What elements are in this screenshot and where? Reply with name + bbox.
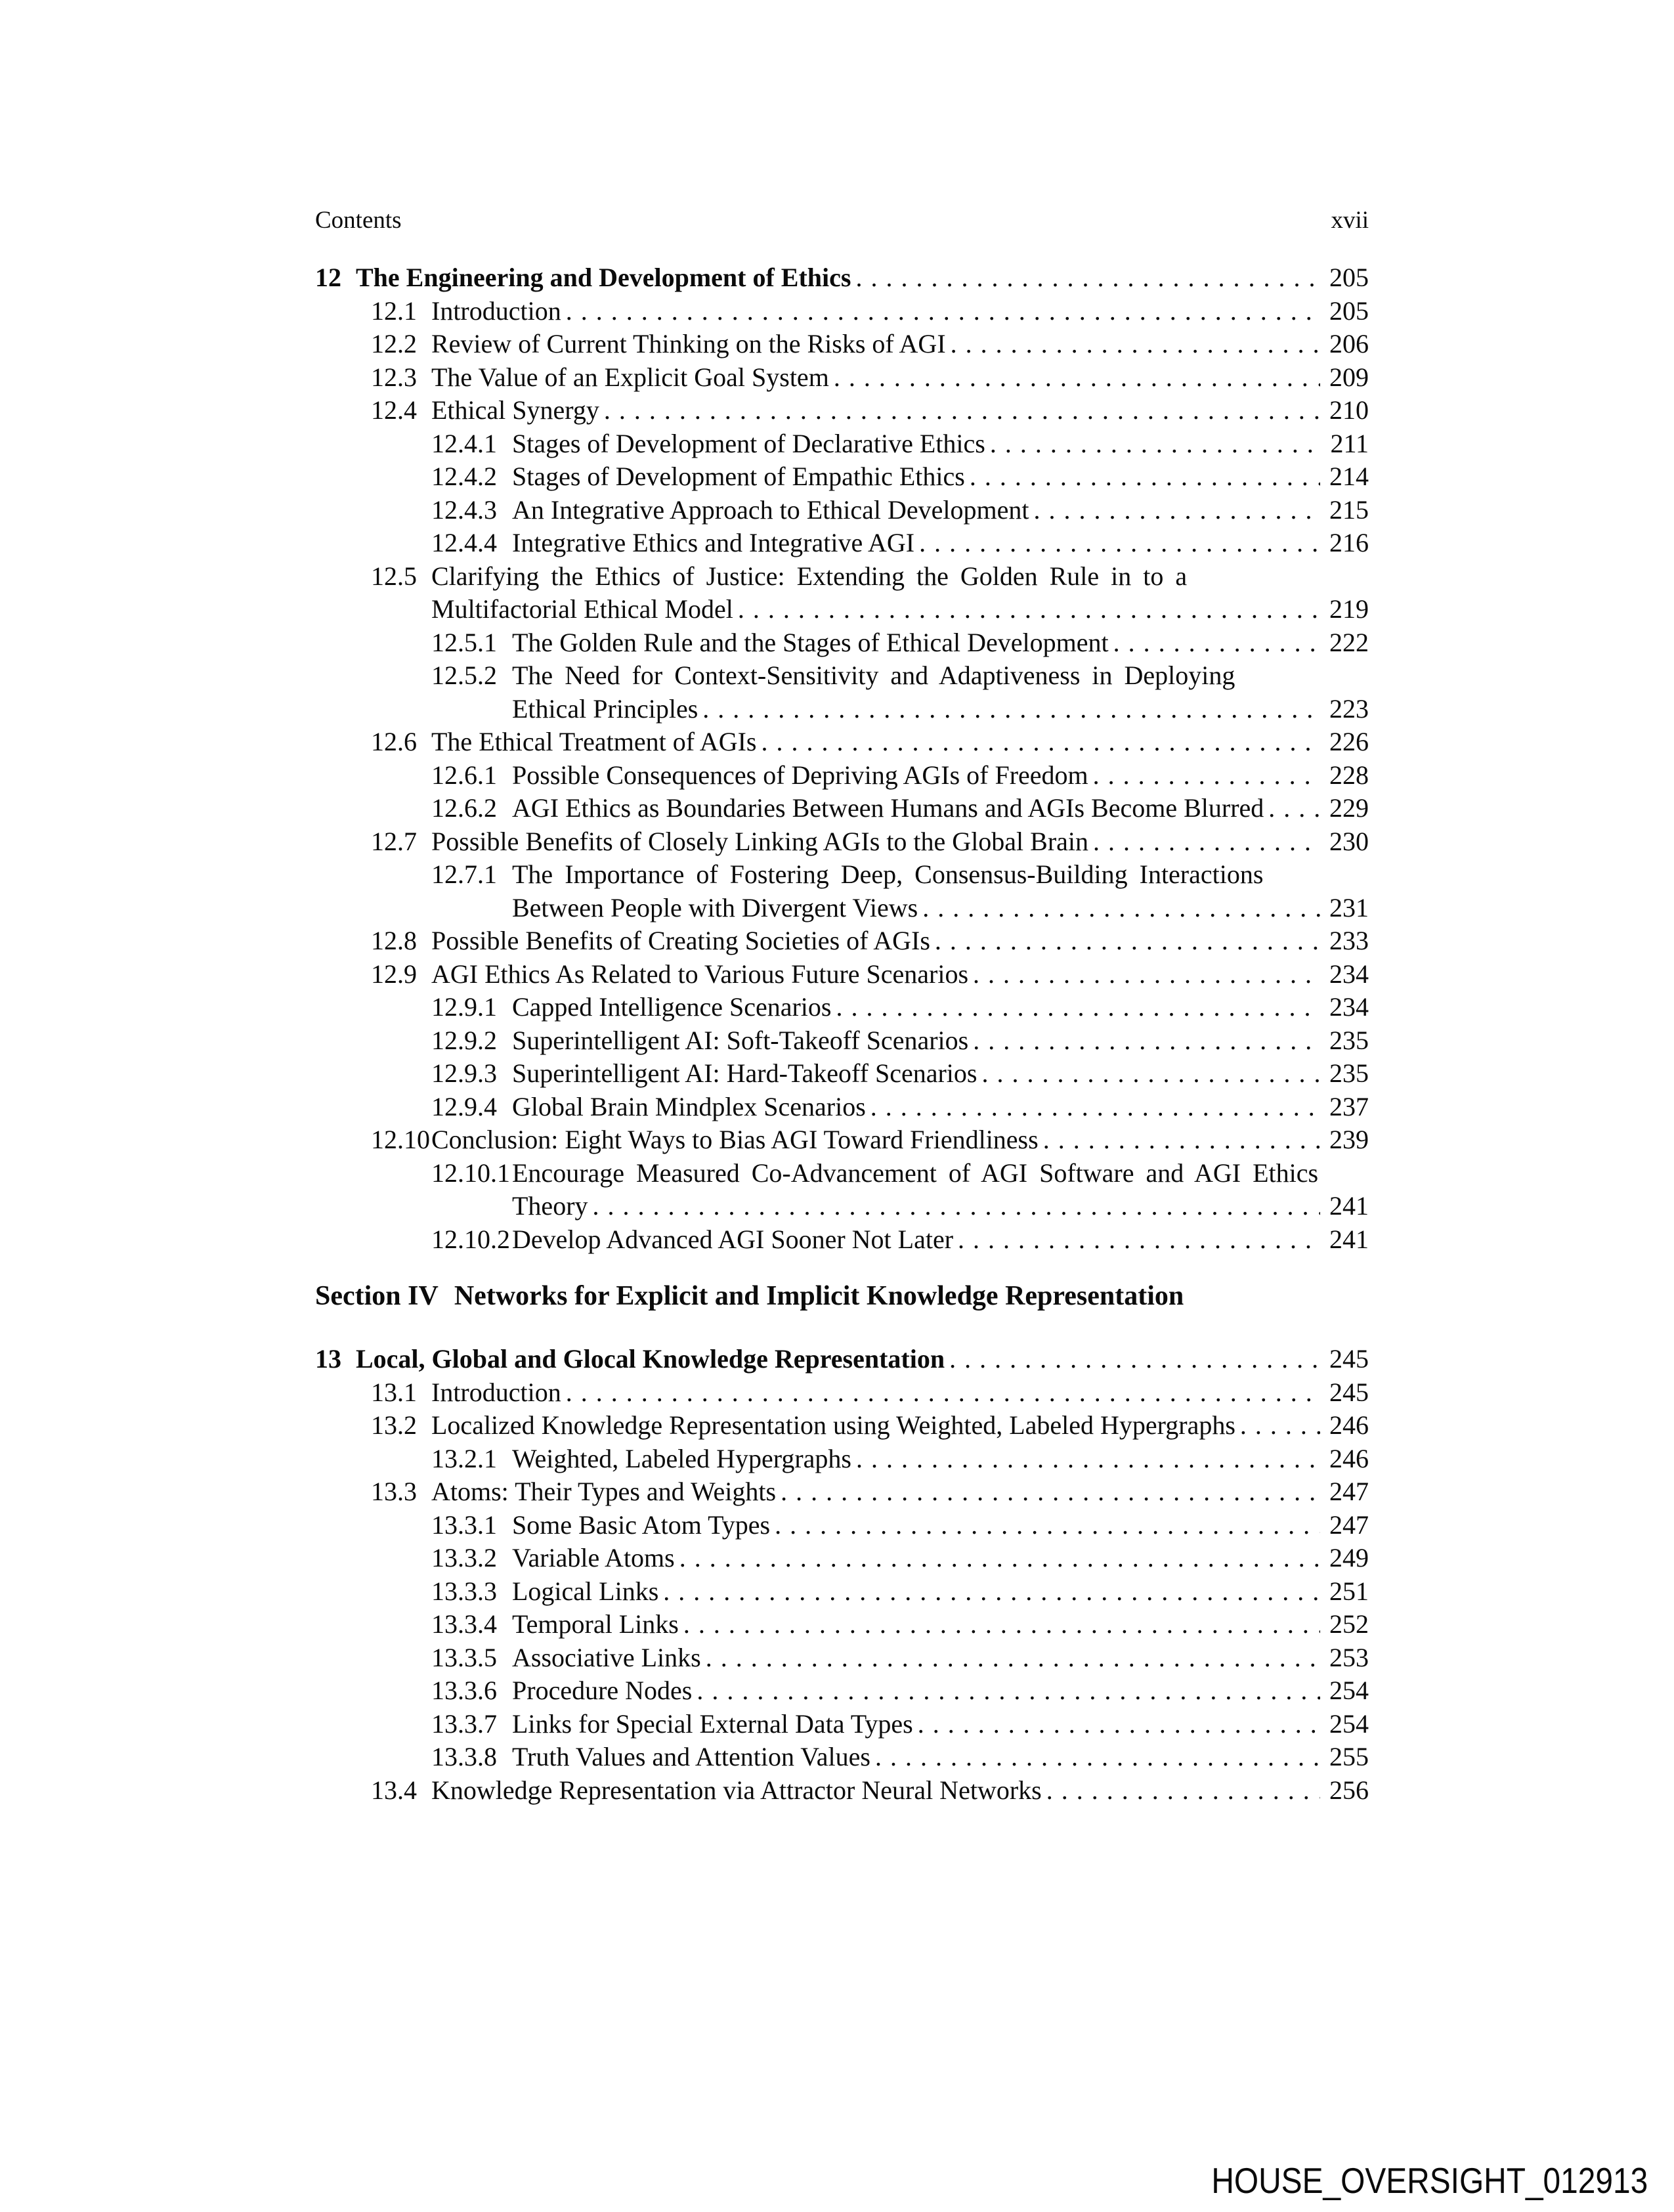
toc-entry xyxy=(315,726,1369,759)
toc-entry xyxy=(315,1475,1369,1509)
toc-entry xyxy=(315,626,1369,660)
entry-page-number: 233 xyxy=(1329,926,1369,955)
dot-leader xyxy=(834,361,1320,395)
entry-title-continued: Ethical Principles xyxy=(512,693,698,724)
entry-page-number: 254 xyxy=(1329,1708,1369,1739)
toc-entry xyxy=(315,1774,1369,1808)
entry-page-number: 253 xyxy=(1329,1642,1369,1672)
entry-title: Local, Global and Glocal Knowledge Representation xyxy=(356,1344,945,1374)
entry-page-number: 237 xyxy=(1329,1091,1369,1121)
section-heading xyxy=(315,1279,1369,1313)
toc-entry xyxy=(315,1223,1369,1257)
entry-number: 12.7.1 xyxy=(431,859,497,889)
entry-page-number: 222 xyxy=(1329,627,1369,657)
toc-entry xyxy=(315,759,1369,792)
toc-entry xyxy=(315,1091,1369,1124)
toc-entry xyxy=(315,1157,1369,1223)
entry-title: Integrative Ethics and Integrative AGI xyxy=(512,528,915,557)
entry-page-number: 219 xyxy=(1329,594,1369,624)
table-of-contents xyxy=(315,261,1369,1807)
entry-number: 12.8 xyxy=(371,926,417,955)
entry-title: Superintelligent AI: Hard-Takeoff Scenarios xyxy=(512,1058,977,1088)
entry-page-number: 214 xyxy=(1329,462,1369,491)
dot-leader xyxy=(593,1190,1320,1223)
dot-leader xyxy=(958,1223,1320,1257)
entry-title: Procedure Nodes xyxy=(512,1676,693,1705)
toc-entry xyxy=(315,1542,1369,1575)
entry-number: 12.4.2 xyxy=(431,462,497,491)
dot-leader xyxy=(990,427,1320,461)
dot-leader xyxy=(761,726,1320,759)
entry-title: Localized Knowledge Representation using Weighted, Labeled Hypergraphs xyxy=(431,1410,1235,1440)
entry-page-number: 228 xyxy=(1329,760,1369,790)
dot-leader xyxy=(1268,792,1320,825)
entry-title: Possible Benefits of Closely Linking AGIs to the Global Brain xyxy=(431,826,1089,856)
dot-leader xyxy=(697,1674,1320,1708)
entry-page-number: 235 xyxy=(1329,1025,1369,1055)
toc-entry xyxy=(315,1376,1369,1410)
entry-number: 12.9.2 xyxy=(431,1025,497,1055)
entry-title-continued: Multifactorial Ethical Model xyxy=(431,594,733,624)
dot-leader xyxy=(566,1376,1320,1410)
entry-page-number: 234 xyxy=(1329,959,1369,989)
entry-title: AGI Ethics as Boundaries Between Humans and AGIs Become Blurred xyxy=(512,793,1264,823)
dot-leader xyxy=(1093,759,1320,792)
entry-title: The Engineering and Development of Ethics xyxy=(356,263,851,292)
entry-page-number: 231 xyxy=(1329,892,1369,922)
toc-entry xyxy=(315,1674,1369,1708)
entry-title: Stages of Development of Declarative Ethics xyxy=(512,428,985,458)
entry-number: 12.3 xyxy=(371,362,417,392)
toc-entry xyxy=(315,1741,1369,1774)
toc-entry xyxy=(315,1708,1369,1741)
dot-leader xyxy=(702,693,1320,726)
entry-page-number: 239 xyxy=(1329,1125,1369,1154)
dot-leader xyxy=(973,958,1320,991)
entry-page-number: 206 xyxy=(1329,329,1369,358)
entry-title-line1-row xyxy=(315,659,1369,693)
entry-title: Possible Consequences of Depriving AGIs of Freedom xyxy=(512,760,1088,790)
entry-title-line2-row xyxy=(315,892,1369,925)
entry-number: 12.10 xyxy=(371,1125,430,1154)
dot-leader xyxy=(855,261,1320,295)
entry-title-line1-row xyxy=(315,1157,1369,1190)
entry-page-number: 255 xyxy=(1329,1742,1369,1771)
entry-title: Review of Current Thinking on the Risks of AGI xyxy=(431,329,946,358)
toc-entry xyxy=(315,924,1369,958)
dot-leader xyxy=(663,1575,1320,1609)
entry-title: The Importance of Fostering Deep, Consensus-Building Interactions xyxy=(512,859,1264,889)
toc-entry xyxy=(315,1641,1369,1675)
entry-title: Links for Special External Data Types xyxy=(512,1708,913,1739)
entry-title-line1-row xyxy=(315,858,1369,892)
toc-entry xyxy=(315,1409,1369,1442)
entry-page-number: 247 xyxy=(1329,1509,1369,1540)
toc-entry xyxy=(315,427,1369,461)
toc-entry xyxy=(315,328,1369,361)
entry-page-number: 230 xyxy=(1329,826,1369,856)
entry-title: Stages of Development of Empathic Ethics xyxy=(512,462,965,491)
entry-number: 12.6.2 xyxy=(431,793,497,823)
entry-number: 12.10.2 xyxy=(431,1224,510,1254)
dot-leader xyxy=(836,991,1320,1024)
entry-number: 13.4 xyxy=(371,1775,417,1805)
entry-number: 12.4 xyxy=(371,395,417,425)
dot-leader xyxy=(949,1343,1320,1376)
dot-leader xyxy=(935,924,1320,958)
entry-title: The Need for Context-Sensitivity and Adaptiveness in Deploying xyxy=(512,661,1235,690)
toc-entry xyxy=(315,560,1369,626)
toc-entry xyxy=(315,527,1369,560)
entry-number: 12.5 xyxy=(371,561,417,591)
toc-entry xyxy=(315,1057,1369,1091)
entry-number: 13 xyxy=(315,1344,341,1374)
dot-leader xyxy=(856,1442,1320,1476)
running-header-title: Contents xyxy=(315,207,402,234)
entry-page-number: 234 xyxy=(1329,992,1369,1022)
entry-number: 13.3.3 xyxy=(431,1576,497,1606)
entry-title: Associative Links xyxy=(512,1642,701,1672)
entry-page-number: 235 xyxy=(1329,1058,1369,1088)
dot-leader xyxy=(1046,1774,1320,1808)
entry-number: 13.3.6 xyxy=(431,1676,497,1705)
toc-entry xyxy=(315,659,1369,726)
entry-number: 12.9.4 xyxy=(431,1091,497,1121)
dot-leader xyxy=(1043,1123,1320,1157)
entry-number: 12.4.4 xyxy=(431,528,497,557)
dot-leader xyxy=(918,1708,1320,1741)
section-title: Networks for Explicit and Implicit Knowledge Representation xyxy=(454,1281,1184,1311)
toc-entry xyxy=(315,991,1369,1024)
entry-title: Possible Benefits of Creating Societies of AGIs xyxy=(431,926,930,955)
entry-page-number: 246 xyxy=(1329,1443,1369,1473)
entry-title: Introduction xyxy=(431,295,561,326)
dot-leader xyxy=(919,527,1320,560)
dot-leader xyxy=(604,394,1320,427)
entry-title: The Golden Rule and the Stages of Ethical Development xyxy=(512,627,1109,657)
entry-title: Temporal Links xyxy=(512,1609,679,1639)
entry-number: 12.7 xyxy=(371,826,417,856)
toc-entry xyxy=(315,394,1369,427)
entry-title: Atoms: Their Types and Weights xyxy=(431,1477,777,1506)
entry-page-number: 205 xyxy=(1329,295,1369,326)
dot-leader xyxy=(775,1509,1320,1542)
toc-entry xyxy=(315,460,1369,494)
dot-leader xyxy=(973,1024,1320,1058)
entry-title: Capped Intelligence Scenarios xyxy=(512,992,832,1022)
toc-entry xyxy=(315,1575,1369,1609)
entry-title-continued: Between People with Divergent Views xyxy=(512,892,918,922)
entry-number: 12.6.1 xyxy=(431,760,497,790)
entry-title: The Value of an Explicit Goal System xyxy=(431,362,829,392)
toc-entry xyxy=(315,1024,1369,1058)
entry-number: 12.6 xyxy=(371,727,417,756)
entry-page-number: 256 xyxy=(1329,1775,1369,1805)
entry-title-line1-row xyxy=(315,560,1369,594)
entry-number: 12.9.3 xyxy=(431,1058,497,1088)
entry-number: 13.2.1 xyxy=(431,1443,497,1473)
entry-page-number: 216 xyxy=(1329,528,1369,557)
entry-number: 12.9.1 xyxy=(431,992,497,1022)
toc-entry xyxy=(315,1509,1369,1542)
entry-page-number: 205 xyxy=(1329,263,1369,292)
dot-leader xyxy=(683,1608,1320,1641)
entry-page-number: 241 xyxy=(1329,1224,1369,1254)
entry-page-number: 249 xyxy=(1329,1543,1369,1572)
entry-number: 12.9 xyxy=(371,959,417,989)
entry-number: 13.3.7 xyxy=(431,1708,497,1739)
entry-title-line2-row xyxy=(315,1190,1369,1223)
dot-leader xyxy=(1240,1409,1320,1442)
entry-title: Superintelligent AI: Soft-Takeoff Scenarios xyxy=(512,1025,969,1055)
entry-number: 13.3.1 xyxy=(431,1509,497,1540)
toc-entry xyxy=(315,1608,1369,1641)
entry-page-number: 252 xyxy=(1329,1609,1369,1639)
running-header-page-number: xvii xyxy=(1331,207,1369,234)
toc-entry xyxy=(315,295,1369,328)
entry-number: 12.1 xyxy=(371,295,417,326)
dot-leader xyxy=(951,328,1320,361)
entry-number: 13.2 xyxy=(371,1410,417,1440)
entry-title: Global Brain Mindplex Scenarios xyxy=(512,1091,866,1121)
entry-page-number: 245 xyxy=(1329,1377,1369,1407)
dot-leader xyxy=(679,1542,1320,1575)
toc-entry xyxy=(315,858,1369,924)
entry-title: Some Basic Atom Types xyxy=(512,1509,771,1540)
entry-page-number: 246 xyxy=(1329,1410,1369,1440)
entry-number: 13.3.5 xyxy=(431,1642,497,1672)
dot-leader xyxy=(922,892,1320,925)
entry-number: 13.3.2 xyxy=(431,1543,497,1572)
entry-page-number: 209 xyxy=(1329,362,1369,392)
dot-leader xyxy=(1093,825,1320,859)
entry-title: Clarifying the Ethics of Justice: Extending the Golden Rule in to a xyxy=(431,561,1188,591)
entry-page-number: 215 xyxy=(1329,494,1369,525)
dot-leader xyxy=(566,295,1320,328)
dot-leader xyxy=(970,460,1320,494)
entry-number: 12.4.3 xyxy=(431,494,497,525)
entry-title: Develop Advanced AGI Sooner Not Later xyxy=(512,1224,954,1254)
dot-leader xyxy=(875,1741,1320,1774)
entry-page-number: 226 xyxy=(1329,727,1369,756)
toc-entry xyxy=(315,1343,1369,1376)
entry-title: Weighted, Labeled Hypergraphs xyxy=(512,1443,851,1473)
entry-page-number: 247 xyxy=(1329,1477,1369,1506)
entry-page-number: 241 xyxy=(1329,1191,1369,1221)
entry-title: Encourage Measured Co-Advancement of AGI Software and AGI Ethics xyxy=(512,1158,1319,1188)
toc-entry xyxy=(315,361,1369,395)
entry-title-line2-row xyxy=(315,693,1369,726)
entry-number: 12.5.2 xyxy=(431,661,497,690)
entry-number: 13.3.4 xyxy=(431,1609,497,1639)
entry-title: Truth Values and Attention Values xyxy=(512,1742,870,1771)
entry-title: Conclusion: Eight Ways to Bias AGI Toward Friendliness xyxy=(431,1125,1039,1154)
entry-number: 13.3.8 xyxy=(431,1742,497,1771)
dot-leader xyxy=(1113,626,1320,660)
toc-entry xyxy=(315,1442,1369,1476)
entry-title-line2-row xyxy=(315,593,1369,626)
entry-number: 12.4.1 xyxy=(431,428,497,458)
entry-number: 13.1 xyxy=(371,1377,417,1407)
section-label: Section IV xyxy=(315,1281,439,1311)
dot-leader xyxy=(870,1091,1320,1124)
dot-leader xyxy=(981,1057,1320,1091)
toc-entry xyxy=(315,792,1369,825)
entry-title: AGI Ethics As Related to Various Future Scenarios xyxy=(431,959,969,989)
entry-page-number: 223 xyxy=(1329,693,1369,724)
entry-page-number: 245 xyxy=(1329,1344,1369,1374)
toc-entry xyxy=(315,494,1369,527)
entry-number: 12.10.1 xyxy=(431,1158,510,1188)
dot-leader xyxy=(706,1641,1320,1675)
entry-number: 13.3 xyxy=(371,1477,417,1506)
entry-title-continued: Theory xyxy=(512,1191,588,1221)
entry-title: Introduction xyxy=(431,1377,561,1407)
entry-title: Ethical Synergy xyxy=(431,395,599,425)
dot-leader xyxy=(1034,494,1320,527)
toc-entry xyxy=(315,1123,1369,1157)
entry-title: Logical Links xyxy=(512,1576,659,1606)
running-header xyxy=(315,206,1369,235)
entry-number: 12 xyxy=(315,263,341,292)
entry-page-number: 254 xyxy=(1329,1676,1369,1705)
entry-title: An Integrative Approach to Ethical Development xyxy=(512,494,1029,525)
dot-leader xyxy=(781,1475,1320,1509)
entry-number: 12.2 xyxy=(371,329,417,358)
entry-page-number: 229 xyxy=(1329,793,1369,823)
entry-number: 12.5.1 xyxy=(431,627,497,657)
toc-entry xyxy=(315,958,1369,991)
entry-title: The Ethical Treatment of AGIs xyxy=(431,727,757,756)
bates-stamp: HOUSE_OVERSIGHT_012913 xyxy=(1211,2160,1648,2201)
entry-title: Knowledge Representation via Attractor Neural Networks xyxy=(431,1775,1042,1805)
entry-page-number: 211 xyxy=(1330,428,1369,458)
toc-entry xyxy=(315,825,1369,859)
entry-page-number: 251 xyxy=(1329,1576,1369,1606)
toc-entry xyxy=(315,261,1369,295)
entry-page-number: 210 xyxy=(1329,395,1369,425)
entry-title: Variable Atoms xyxy=(512,1543,675,1572)
dot-leader xyxy=(738,593,1320,626)
